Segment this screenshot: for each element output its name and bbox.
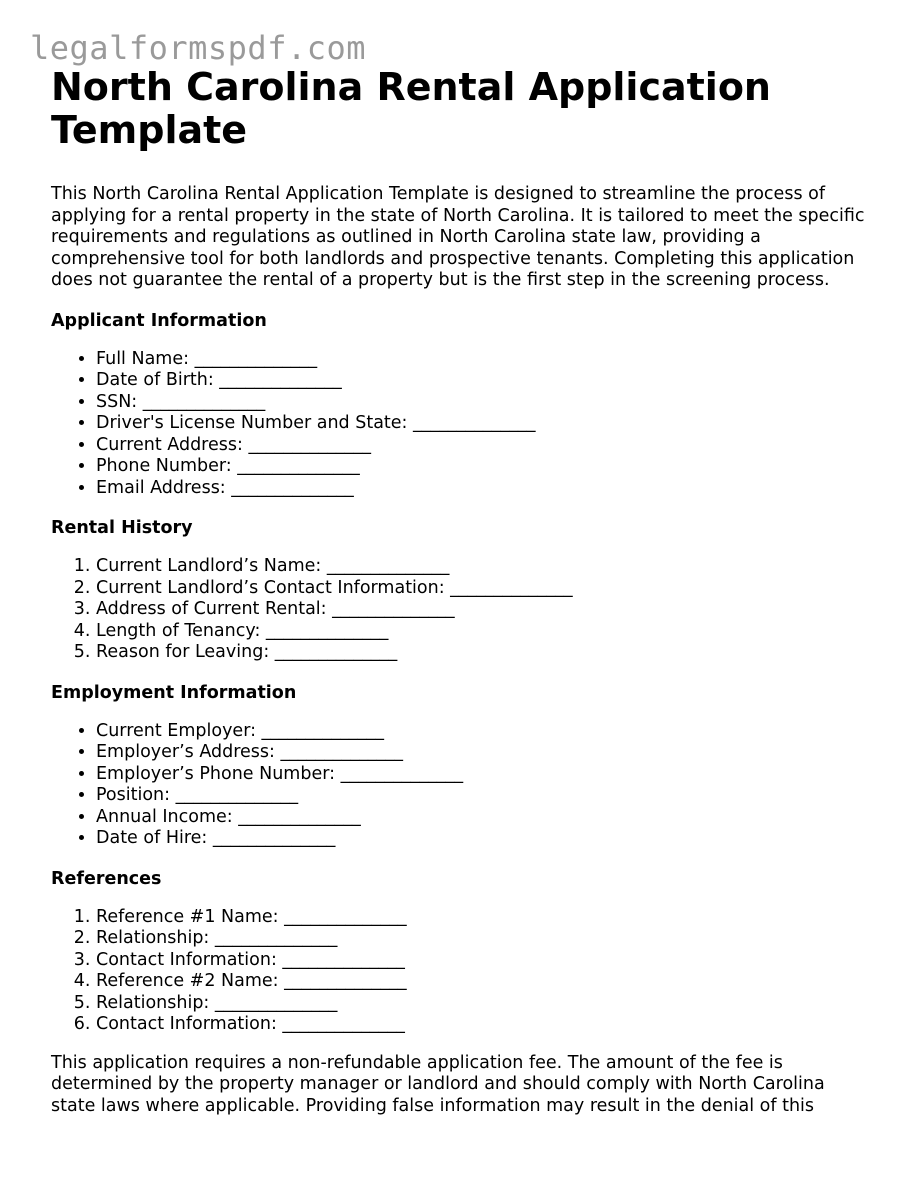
list-item: • Employer’s Address: ______________ xyxy=(96,742,871,764)
section-heading-references: References xyxy=(51,868,162,889)
list-item: • Email Address: ______________ xyxy=(96,478,871,500)
list-item: 1. Current Landlord’s Name: ______________ xyxy=(96,556,871,578)
list-item: 5. Relationship: ______________ xyxy=(96,993,871,1015)
list-item: • Employer’s Phone Number: ______________ xyxy=(96,764,871,786)
list-item: 1. Reference #1 Name: ______________ xyxy=(96,907,871,929)
section-heading-employment: Employment Information xyxy=(51,682,297,703)
list-item: 4. Reference #2 Name: ______________ xyxy=(96,971,871,993)
applicant-info-list xyxy=(51,349,871,500)
list-item: • Annual Income: ______________ xyxy=(96,807,871,829)
list-item: • Position: ______________ xyxy=(96,785,871,807)
list-item: 2. Relationship: ______________ xyxy=(96,928,871,950)
list-item: 4. Length of Tenancy: ______________ xyxy=(96,621,871,643)
rental-history-list xyxy=(51,556,871,664)
site-watermark: legalformspdf.com xyxy=(30,29,367,67)
employment-info-list xyxy=(51,721,871,850)
list-item: • Phone Number: ______________ xyxy=(96,456,871,478)
section-heading-applicant: Applicant Information xyxy=(51,310,267,331)
list-item: 2. Current Landlord’s Contact Information: ______________ xyxy=(96,578,871,600)
document-body xyxy=(51,66,871,1117)
section-heading-rental-history: Rental History xyxy=(51,518,193,538)
closing-paragraph: This application requires a non-refundable application fee. The amount of the fee is determined by the property manager or landlord and should comply with North Carolina state laws where applicable. Providing false information may result in the denial of this xyxy=(51,1052,825,1116)
list-item: 3. Address of Current Rental: ______________ xyxy=(96,599,871,621)
list-item: • SSN: ______________ xyxy=(96,392,871,414)
list-item: • Date of Birth: ______________ xyxy=(96,370,871,392)
list-item: 6. Contact Information: ______________ xyxy=(96,1014,871,1036)
list-item: 3. Contact Information: ______________ xyxy=(96,950,871,972)
document-title: North Carolina Rental Application Template xyxy=(51,65,771,152)
list-item: • Driver's License Number and State: ______________ xyxy=(96,413,871,435)
references-list xyxy=(51,907,871,1036)
list-item: • Current Address: ______________ xyxy=(96,435,871,457)
intro-paragraph: This North Carolina Rental Application Template is designed to streamline the process of applying for a rental property in the state of North Carolina. It is tailored to meet the specific requirements and regulations as outlined in North Carolina state law, providing a comprehensive tool for both landlords and prospective tenants. Completing this application does not guarantee the rental of a property but is the first step in the screening process. xyxy=(51,184,865,290)
list-item: 5. Reason for Leaving: ______________ xyxy=(96,642,871,664)
list-item: • Date of Hire: ______________ xyxy=(96,828,871,850)
list-item: • Full Name: ______________ xyxy=(96,349,871,371)
list-item: • Current Employer: ______________ xyxy=(96,721,871,743)
